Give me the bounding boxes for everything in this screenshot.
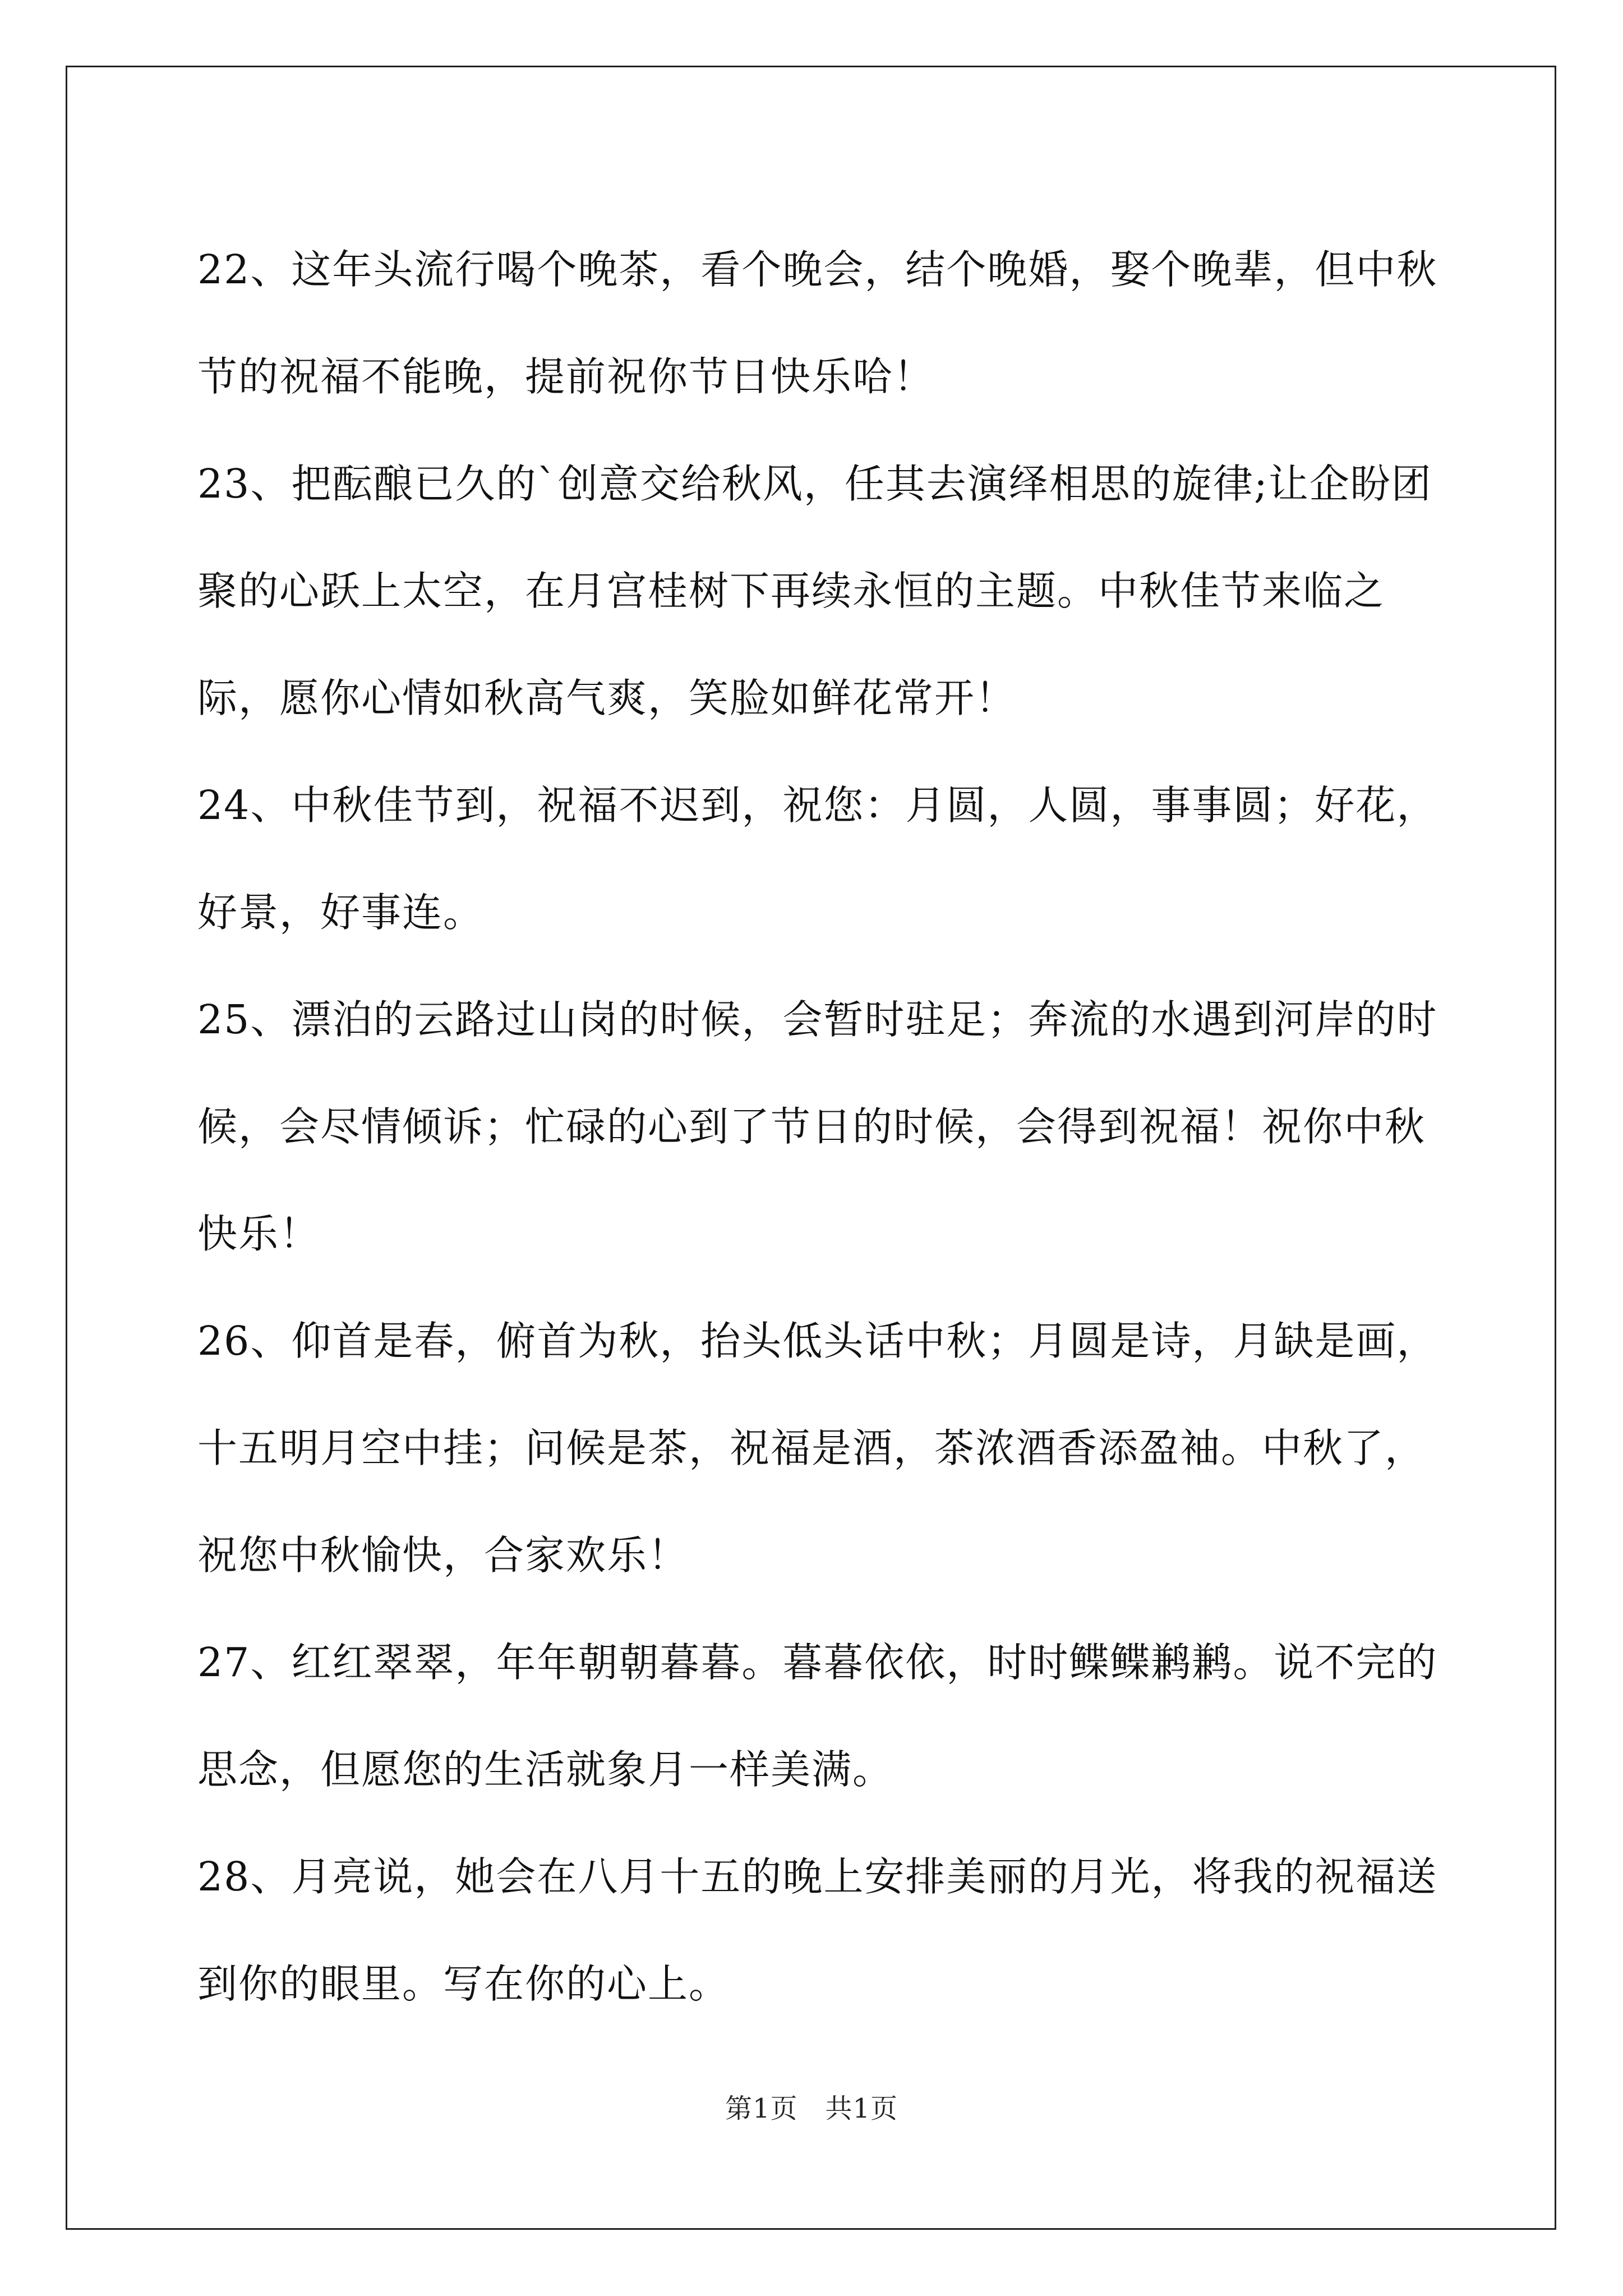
paragraph-25: 25、漂泊的云路过山岗的时候，会暂时驻足；奔流的水遇到河岸的时候，会尽情倾诉；忙碌的心到了节日的时候，会得到祝福！祝你中秋快乐！	[197, 996, 1438, 1257]
paragraph-27: 27、红红翠翠，年年朝朝暮暮。暮暮依依，时时鲽鲽鹣鹣。说不完的思念，但愿您的生活就象月一样美满。	[197, 1639, 1438, 1793]
document-body	[197, 216, 1465, 2037]
paragraph-28: 28、月亮说，她会在八月十五的晚上安排美丽的月光，将我的祝福送到你的眼里。写在你的心上。	[197, 1853, 1438, 2007]
page-number-footer: 第1页 共1页	[725, 2093, 898, 2124]
paragraph-23: 23、把酝酿已久的`创意交给秋风，任其去演绎相思的旋律;让企盼团聚的心跃上太空，在月宫桂树下再续永恒的主题。中秋佳节来临之际，愿你心情如秋高气爽，笑脸如鲜花常开！	[197, 461, 1432, 721]
paragraph-26: 26、仰首是春，俯首为秋，抬头低头话中秋；月圆是诗，月缺是画，十五明月空中挂；问候是茶，祝福是酒，茶浓酒香添盈袖。中秋了，祝您中秋愉快，合家欢乐！	[197, 1318, 1438, 1579]
paragraph-24: 24、中秋佳节到，祝福不迟到，祝您：月圆，人圆，事事圆；好花，好景，好事连。	[197, 782, 1438, 936]
paragraph-22: 22、这年头流行喝个晚茶，看个晚会，结个晚婚，娶个晚辈，但中秋节的祝福不能晚，提前祝你节日快乐哈！	[197, 246, 1438, 400]
